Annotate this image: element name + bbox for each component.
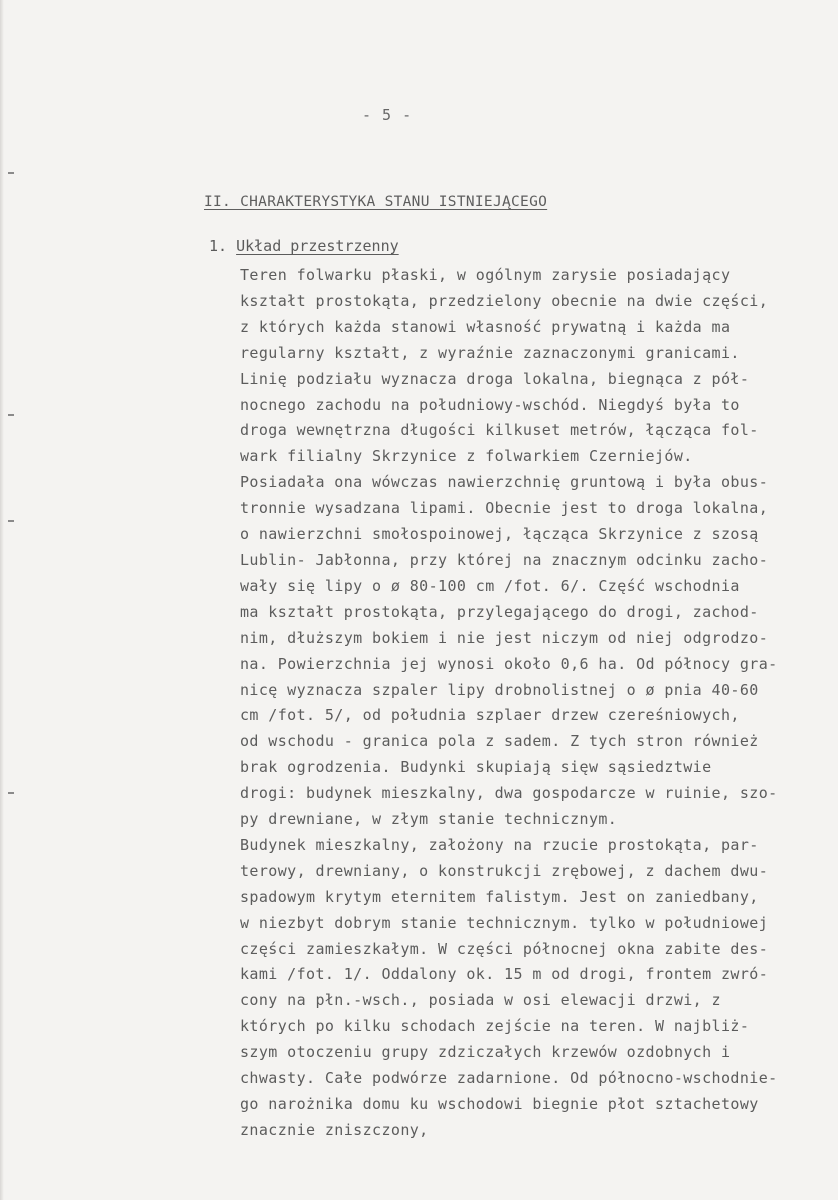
text-line: tronnie wysadzana lipami. Obecnie jest to droga lokalna, xyxy=(240,499,769,518)
body-paragraph xyxy=(240,263,835,1144)
text-line: regularny kształt, z wyraźnie zaznaczonymi granicami. xyxy=(240,343,740,362)
text-line: kształt prostokąta, przedzielony obecnie na dwie części, xyxy=(240,291,769,310)
text-line: o nawierzchni smołospoinowej, łącząca Skrzynice z szosą xyxy=(240,525,759,544)
text-line: Lublin- Jabłonna, przy której na znacznym odcinku zacho- xyxy=(240,550,769,569)
section-heading: II. CHARAKTERYSTYKA STANU ISTNIEJĄCEGO xyxy=(204,194,548,210)
text-line: wark filialny Skrzynice z folwarkiem Czerniejów. xyxy=(240,447,693,466)
text-line: py drewniane, w złym stanie technicznym. xyxy=(240,810,618,829)
text-line: kami /fot. 1/. Oddalony ok. 15 m od drogi, frontem zwró- xyxy=(240,965,769,984)
margin-mark xyxy=(8,792,14,794)
text-line: chwasty. Całe podwórze zadarnione. Od północno-wschodnie- xyxy=(240,1069,778,1088)
text-line: na. Powierzchnia jej wynosi około 0,6 ha. Od północy gra- xyxy=(240,654,778,673)
text-line: nocnego zachodu na południowy-wschód. Niegdyś była to xyxy=(240,395,740,414)
margin-mark xyxy=(8,520,14,522)
text-line: Posiadała ona wówczas nawierzchnię gruntową i była obus- xyxy=(240,473,769,492)
text-line: szym otoczeniu grupy zdziczałych krzewów ozdobnych i xyxy=(240,1043,731,1062)
subsection-title: Układ przestrzenny xyxy=(236,237,399,255)
margin-mark xyxy=(8,172,14,174)
text-line: ma kształt prostokąta, przylegającego do drogi, zachod- xyxy=(240,602,759,621)
margin-mark xyxy=(8,414,14,416)
text-line: nicę wyznacza szpaler lipy drobnolistnej o ø pnia 40-60 xyxy=(240,680,759,699)
text-line: brak ogrodzenia. Budynki skupiają sięw sąsiedztwie xyxy=(240,758,712,777)
text-line: terowy, drewniany, o konstrukcji zrębowej, z dachem dwu- xyxy=(240,861,769,880)
text-line: drogi: budynek mieszkalny, dwa gospodarcze w ruinie, szo- xyxy=(240,784,778,803)
text-line: od wschodu - granica pola z sadem. Z tych stron również xyxy=(240,732,759,751)
text-line: nim, dłuższym bokiem i nie jest niczym od niej odgrodzo- xyxy=(240,628,769,647)
text-line: znacznie zniszczony, xyxy=(240,1120,429,1139)
text-line: Budynek mieszkalny, założony na rzucie prostokąta, par- xyxy=(240,835,759,854)
text-line: wały się lipy o ø 80-100 cm /fot. 6/. Część wschodnia xyxy=(240,576,740,595)
text-line: cony na płn.-wsch., posiada w osi elewacji drzwi, z xyxy=(240,991,721,1010)
text-line: w niezbyt dobrym stanie technicznym. tylko w południowej xyxy=(240,913,769,932)
text-line: Teren folwarku płaski, w ogólnym zarysie posiadający xyxy=(240,266,731,284)
subsection-heading xyxy=(209,237,399,255)
text-line: cm /fot. 5/, od południa szplaer drzew czereśniowych, xyxy=(240,706,740,725)
text-line: Linię podziału wyznacza droga lokalna, biegnąca z pół- xyxy=(240,369,750,388)
text-line: z których każda stanowi własność prywatną i każda ma xyxy=(240,317,731,336)
text-line: droga wewnętrzna długości kilkuset metrów, łącząca fol- xyxy=(240,421,759,440)
subsection-number: 1. xyxy=(209,237,228,255)
text-line: których po kilku schodach zejście na teren. W najbliż- xyxy=(240,1017,750,1036)
page-edge-shadow xyxy=(0,0,4,1200)
text-line: spadowym krytym eternitem falistym. Jest on zaniedbany, xyxy=(240,887,759,906)
page-number: - 5 - xyxy=(362,106,413,124)
text-line: części zamieszkałym. W części północnej okna zabite des- xyxy=(240,939,769,958)
text-line: go narożnika domu ku wschodowi biegnie płot sztachetowy xyxy=(240,1095,759,1113)
